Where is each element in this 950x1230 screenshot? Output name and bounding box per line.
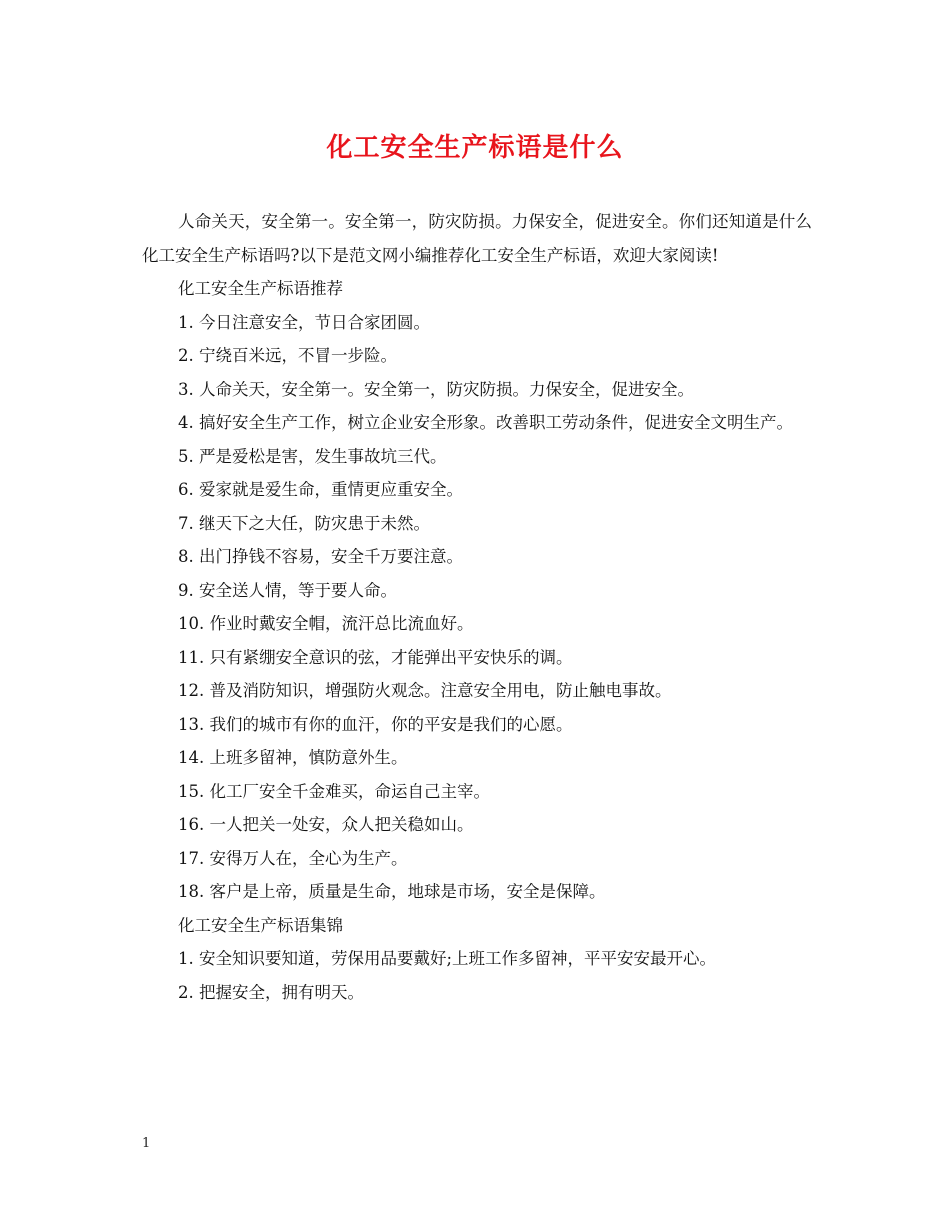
list-item: 6. 爱家就是爱生命，重情更应重安全。 (178, 480, 463, 499)
list-item: 11. 只有紧绷安全意识的弦，才能弹出平安快乐的调。 (178, 647, 573, 667)
page-number: 1 (142, 1136, 151, 1151)
list-item: 3. 人命关天，安全第一。安全第一，防灾防损。力保安全，促进安全。 (178, 379, 694, 399)
section-heading-recommend: 化工安全生产标语推荐 (178, 279, 343, 298)
list-item: 18. 客户是上帝，质量是生命，地球是市场，安全是保障。 (178, 882, 606, 901)
list-item: 14. 上班多留神，慎防意外生。 (178, 748, 408, 767)
intro-paragraph: 人命关天，安全第一。安全第一，防灾防损。力保安全，促进安全。你们还知道是什么化工安全生产标语吗?以下是范文网小编推荐化工安全生产标语，欢迎大家阅读! (142, 212, 812, 265)
list-item: 9. 安全送人情，等于要人命。 (178, 580, 397, 600)
list-item: 4. 搞好安全生产工作，树立企业安全形象。改善职工劳动条件，促进安全文明生产。 (178, 413, 793, 432)
list-item: 10. 作业时戴安全帽，流汗总比流血好。 (178, 614, 474, 633)
document-body (142, 205, 812, 1009)
list-item: 7. 继天下之大任，防灾患于未然。 (178, 513, 430, 533)
document-title: 化工安全生产标语是什么 (326, 133, 624, 163)
list-item: 13. 我们的城市有你的血汗，你的平安是我们的心愿。 (178, 714, 573, 734)
list-item: 16. 一人把关一处安，众人把关稳如山。 (178, 815, 474, 834)
list-item: 17. 安得万人在，全心为生产。 (178, 848, 408, 868)
list-item: 2. 宁绕百米远，不冒一步险。 (178, 346, 397, 365)
list-item: 15. 化工厂安全千金难买，命运自己主宰。 (178, 781, 490, 801)
list-item: 2. 把握安全，拥有明天。 (178, 982, 364, 1002)
list-item: 12. 普及消防知识，增强防火观念。注意安全用电，防止触电事故。 (178, 681, 672, 700)
list-item: 8. 出门挣钱不容易，安全千万要注意。 (178, 547, 463, 566)
section-heading-collection: 化工安全生产标语集锦 (178, 915, 343, 935)
list-item: 5. 严是爱松是害，发生事故坑三代。 (178, 446, 447, 466)
list-item: 1. 今日注意安全，节日合家团圆。 (178, 312, 430, 332)
list-item: 1. 安全知识要知道，劳保用品要戴好;上班工作多留神，平平安安最开心。 (178, 949, 717, 968)
